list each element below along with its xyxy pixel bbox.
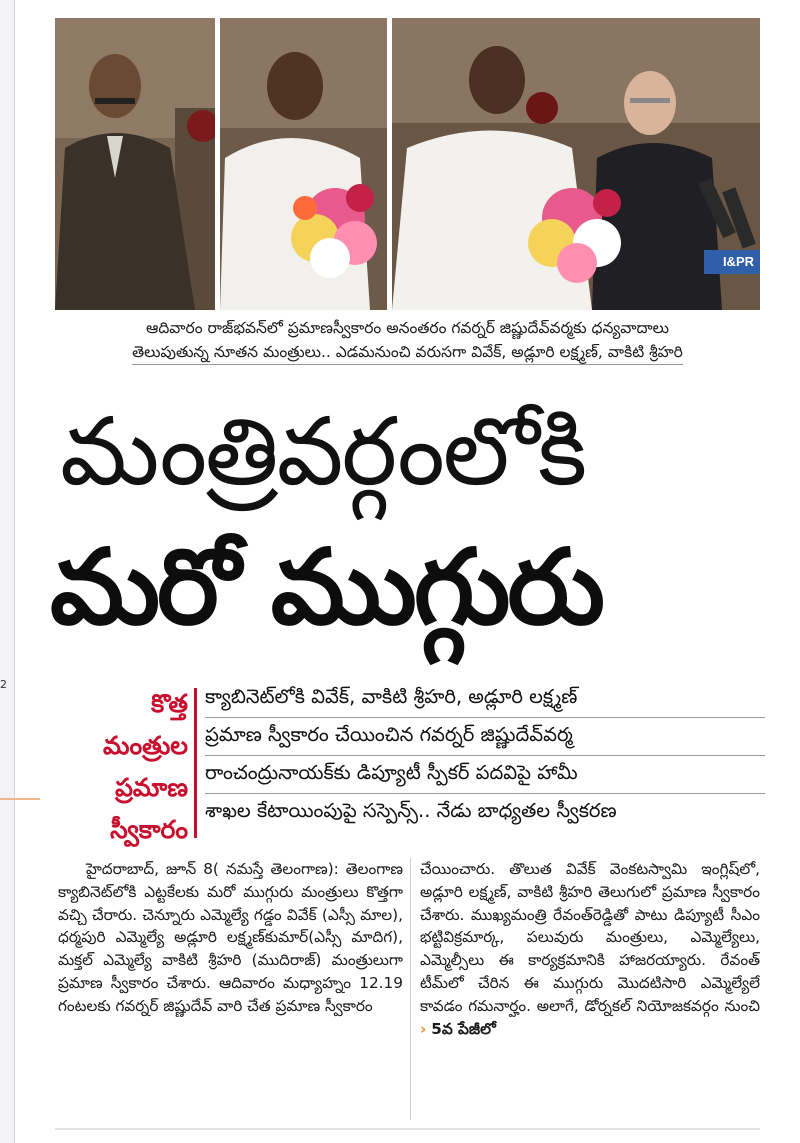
section-tag	[68, 683, 188, 851]
photo-caption	[55, 316, 760, 365]
deck-line: శాఖల కేటాయింపుపై సస్పెన్స్.. నేడు బాధ్యతల స్వీకరణ	[205, 799, 617, 822]
article-column-1: హైదరాబాద్, జూన్ 8( నమస్తే తెలంగాణ): తెలంగాణ క్యాబినెట్‌లోకి ఎట్టకేలకు మరో ముగ్గురు మంత్రులు కొత్తగా వచ్చి చేరారు. చెన్నూరు ఎమ్మెల్యే గడ్డం వివేక్ (ఎస్సీ మాల), ధర్మపురి ఎమ్మెల్యే అడ్లూరి లక్ష్మణ్‌కుమార్(ఎస్సీ మాదిగ), మక్తల్ ఎమ్మెల్యే వాకిటి శ్రీహరి (ముదిరాజ్) మంత్రులుగా ప్రమాణ స్వీకారం చేశారు. ఆదివారం మధ్యాహ్నం 12.19 గంటలకు గవర్నర్ జిష్ణుదేవ్ వారి చేత ప్రమాణ స్వీకారం	[58, 860, 403, 1015]
article-column-2	[420, 858, 760, 1040]
article-column-2-text: చేయించారు. తొలుత వివేక్ వెంకటస్వామి ఇంగ్లిష్‌లో, అడ్లూరి లక్ష్మణ్, వాకిటి శ్రీహరి తెలుగులో ప్రమాణ స్వీకారం చేశారు. ముఖ్యమంత్రి రేవంత్‌రెడ్డితో పాటు డిప్యూటీ సీఎం భట్టివిక్రమార్క, పలువురు మంత్రులు, ఎమ్మెల్యేలు, ఎమ్మెల్సీలు ఈ కార్యక్రమానికి హాజరయ్యారు. రేవంత్ టీమ్‌లో చేరిన ఈ ముగ్గురు మొదటిసారి ఎమ్మెల్యేలే కావడం గమనార్హం. అలాగే, డోర్నకల్ నియోజకవర్గం నుంచి	[420, 860, 760, 1015]
caption-line-2: తెలుపుతున్న నూతన మంత్రులు.. ఎడమనుంచి వరుసగా వివేక్, అడ్లూరి లక్ష్మణ్, వాకిటి శ్రీహరి	[132, 340, 683, 365]
edge-divider	[0, 798, 40, 800]
photo-minister-vivek	[55, 18, 215, 310]
column-divider	[410, 858, 411, 1120]
photo-strip	[55, 18, 760, 310]
deck-line: రాంచంద్రునాయక్‌కు డిప్యూటీ స్పీకర్ పదవిపై హామీ	[205, 756, 765, 794]
tag-divider	[194, 688, 197, 838]
continued-arrow-icon: ›	[420, 1019, 427, 1038]
headline-line-2: మరో ముగ్గురు	[50, 526, 603, 648]
deck-line: ప్రమాణ స్వీకారం చేయించిన గవర్నర్ జిష్ణుదేవ్‌వర్మ	[205, 718, 765, 756]
caption-line-1: ఆదివారం రాజ్‌భవన్‌లో ప్రమాణస్వీకారం అనంతరం గవర్నర్ జిష్ణుదేవ్‌వర్మకు ధన్యవాదాలు	[145, 319, 670, 337]
tag-line-2: మంత్రుల	[103, 731, 188, 760]
deck-line: క్యాబినెట్‌లోకి వివేక్, వాకిటి శ్రీహరి, అడ్లూరి లక్ష్మణ్	[205, 680, 765, 718]
subheadline-decks	[205, 680, 765, 832]
mic-label: I&PR	[722, 254, 754, 269]
headline-line-1: మంత్రివర్గంలోకి	[60, 398, 586, 507]
photo-minister-lakshman	[220, 18, 387, 310]
tag-line-1: కొత్త	[151, 689, 188, 718]
page-gutter	[0, 0, 15, 1143]
tag-line-3: ప్రమాణ	[115, 773, 188, 802]
continued-link[interactable]: 5వ పేజీలో	[431, 1019, 496, 1038]
bottom-rule	[55, 1128, 760, 1130]
page-edge-mark: 2	[0, 678, 7, 691]
photo-minister-srihari-governor	[392, 18, 760, 310]
tag-line-4: స్వీకారం	[110, 815, 188, 844]
